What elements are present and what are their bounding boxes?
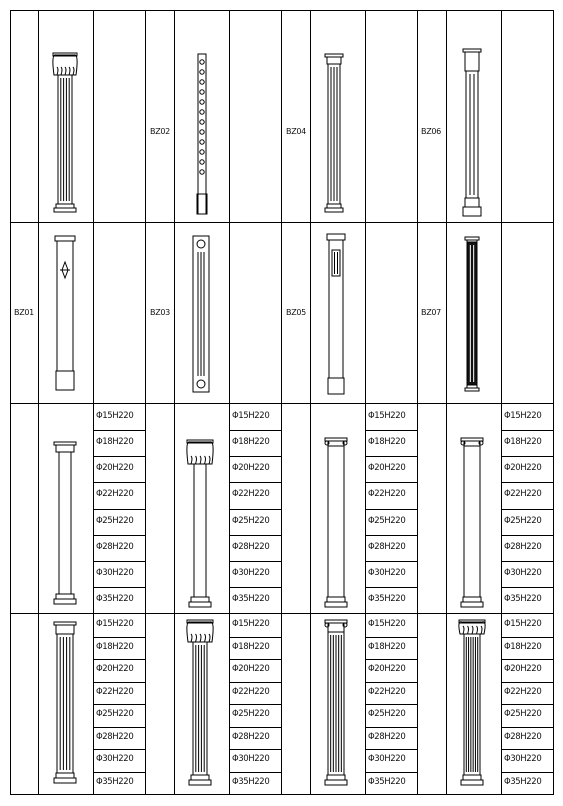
code-label-bz01: BZ01 [14, 308, 34, 317]
size-spec: Φ35H220 [96, 776, 134, 787]
size-spec: Φ35H220 [368, 776, 406, 787]
size-spec: Φ25H220 [232, 709, 270, 720]
size-spec: Φ35H220 [504, 776, 542, 787]
size-spec: Φ25H220 [96, 515, 134, 526]
code-label-bz06: BZ06 [421, 127, 441, 136]
size-spec: Φ22H220 [232, 489, 270, 500]
size-spec: Φ22H220 [368, 686, 406, 697]
size-spec: Φ22H220 [504, 686, 542, 697]
size-spec: Φ15H220 [96, 411, 134, 422]
size-spec: Φ20H220 [368, 463, 406, 474]
size-spec: Φ20H220 [232, 664, 270, 675]
size-spec: Φ15H220 [368, 619, 406, 630]
column-drawing-fluted-plain [54, 622, 76, 783]
size-spec: Φ18H220 [504, 641, 542, 652]
size-spec: Φ25H220 [368, 709, 406, 720]
size-spec: Φ20H220 [504, 664, 542, 675]
size-spec: Φ30H220 [232, 567, 270, 578]
size-spec: Φ18H220 [96, 641, 134, 652]
size-spec: Φ22H220 [504, 489, 542, 500]
column-drawing-plain [54, 442, 76, 604]
size-spec: Φ15H220 [504, 411, 542, 422]
size-spec: Φ28H220 [96, 731, 134, 742]
size-spec: Φ35H220 [368, 593, 406, 604]
size-spec: Φ28H220 [232, 731, 270, 742]
size-spec: Φ18H220 [504, 437, 542, 448]
size-spec: Φ20H220 [96, 463, 134, 474]
size-spec: Φ18H220 [232, 437, 270, 448]
code-label-bz07: BZ07 [421, 308, 441, 317]
column-drawing-bz07 [465, 237, 479, 391]
size-spec: Φ28H220 [232, 541, 270, 552]
size-spec: Φ25H220 [96, 709, 134, 720]
code-label-bz02: BZ02 [150, 127, 170, 136]
size-spec: Φ15H220 [368, 411, 406, 422]
size-spec: Φ28H220 [504, 541, 542, 552]
column-drawing-bz04 [325, 54, 343, 212]
size-spec: Φ20H220 [232, 463, 270, 474]
size-spec: Φ28H220 [368, 731, 406, 742]
size-spec: Φ35H220 [232, 593, 270, 604]
column-drawing-ionic-2 [461, 438, 483, 607]
size-spec: Φ30H220 [368, 754, 406, 765]
size-spec: Φ20H220 [368, 664, 406, 675]
column-drawing-corinthian [187, 440, 213, 607]
size-spec: Φ35H220 [96, 593, 134, 604]
code-label-bz05: BZ05 [286, 308, 306, 317]
code-label-bz03: BZ03 [150, 308, 170, 317]
size-spec: Φ20H220 [96, 664, 134, 675]
size-spec: Φ30H220 [368, 567, 406, 578]
size-spec: Φ22H220 [232, 686, 270, 697]
size-spec: Φ30H220 [504, 754, 542, 765]
size-spec: Φ28H220 [368, 541, 406, 552]
size-spec: Φ30H220 [504, 567, 542, 578]
size-spec: Φ35H220 [504, 593, 542, 604]
size-spec: Φ30H220 [232, 754, 270, 765]
size-spec: Φ30H220 [96, 754, 134, 765]
column-drawing-fluted-corinthian-2 [459, 620, 485, 785]
size-spec: Φ22H220 [368, 489, 406, 500]
column-drawing-bz01-row1 [53, 53, 77, 212]
column-drawing-ionic [325, 438, 347, 607]
size-spec: Φ35H220 [232, 776, 270, 787]
column-drawing-fluted-ionic [325, 620, 347, 785]
size-spec: Φ28H220 [504, 731, 542, 742]
column-drawing-fluted-corinthian [187, 620, 213, 785]
size-spec: Φ18H220 [96, 437, 134, 448]
size-spec: Φ25H220 [232, 515, 270, 526]
size-spec: Φ28H220 [96, 541, 134, 552]
size-spec: Φ25H220 [368, 515, 406, 526]
column-drawing-bz06 [463, 49, 481, 216]
size-spec: Φ22H220 [96, 489, 134, 500]
size-spec: Φ15H220 [232, 411, 270, 422]
size-spec: Φ18H220 [232, 641, 270, 652]
size-spec: Φ25H220 [504, 709, 542, 720]
size-spec: Φ22H220 [96, 686, 134, 697]
size-spec: Φ20H220 [504, 463, 542, 474]
size-spec: Φ18H220 [368, 641, 406, 652]
size-spec: Φ30H220 [96, 567, 134, 578]
size-spec: Φ18H220 [368, 437, 406, 448]
size-spec: Φ15H220 [504, 619, 542, 630]
code-label-bz04: BZ04 [286, 127, 306, 136]
size-spec: Φ15H220 [96, 619, 134, 630]
size-spec: Φ15H220 [232, 619, 270, 630]
size-spec: Φ25H220 [504, 515, 542, 526]
